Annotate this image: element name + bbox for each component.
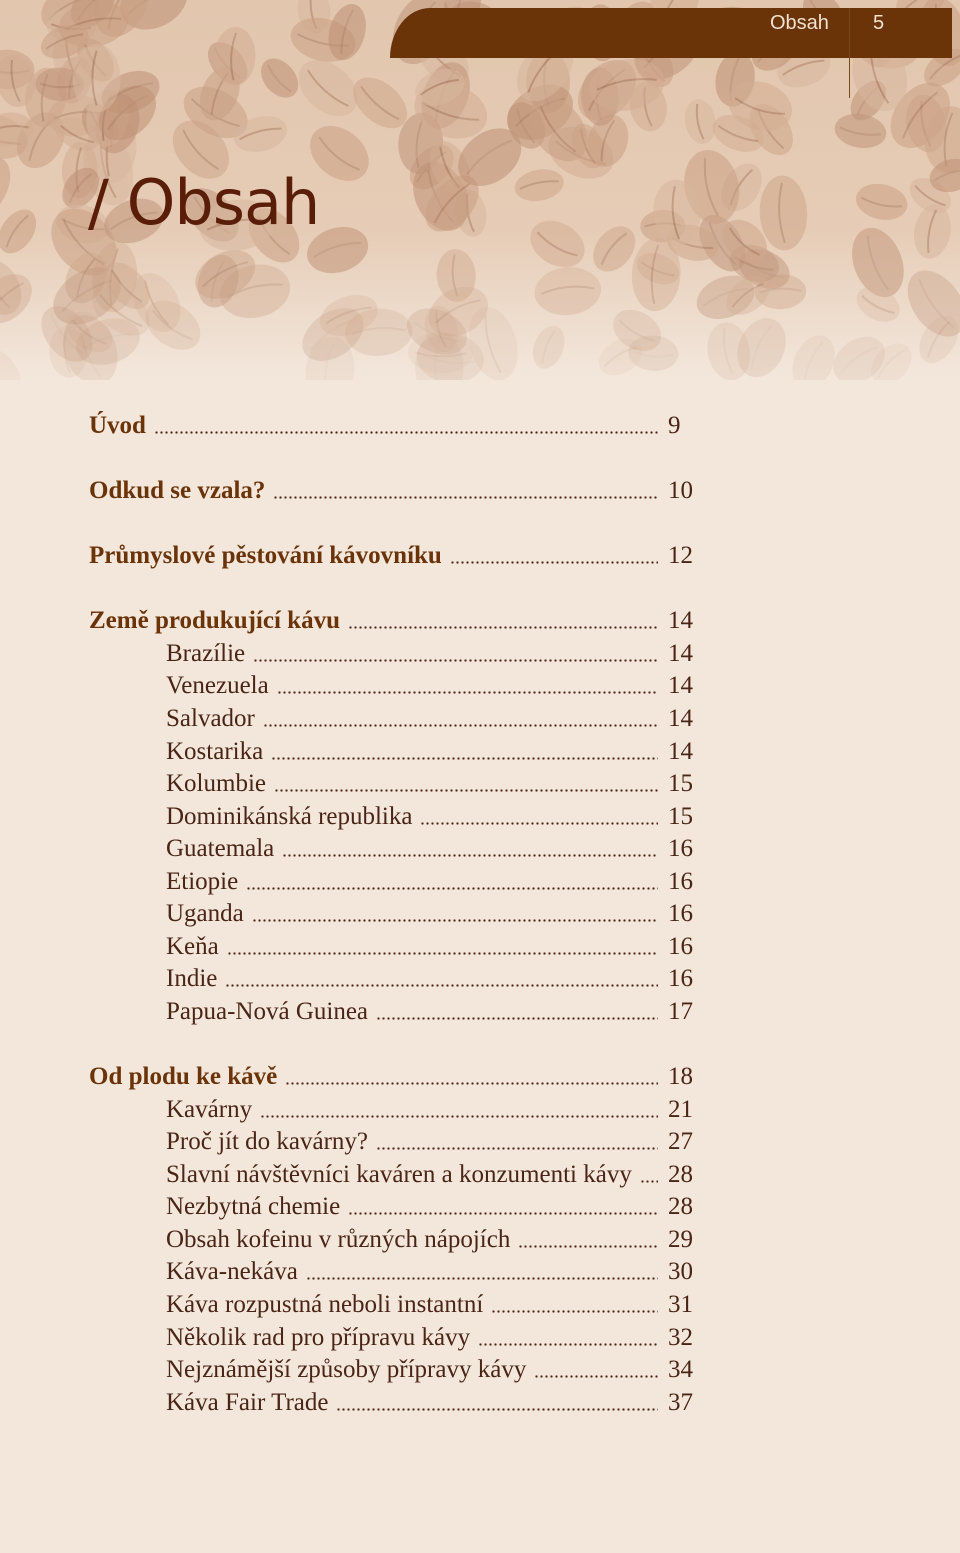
toc-item-leader-dots (260, 1115, 658, 1118)
toc-item (0, 736, 700, 768)
toc-item-leader-dots (336, 1408, 658, 1411)
coffee-bean (0, 335, 31, 380)
toc-item-label: Úvod (89, 412, 146, 439)
toc-item (0, 1061, 700, 1093)
toc-item-page-number: 14 (668, 640, 693, 667)
toc-item (0, 1322, 700, 1354)
toc-item-page-number: 27 (668, 1128, 693, 1155)
coffee-bean (532, 264, 603, 318)
toc-item-page-number: 32 (668, 1324, 693, 1351)
toc-item (0, 410, 700, 442)
toc-item (0, 1354, 700, 1386)
toc-item (0, 898, 700, 930)
toc-item-page-number: 15 (668, 770, 693, 797)
toc-item-page-number: 16 (668, 965, 693, 992)
toc-item-label: Brazílie (166, 640, 246, 667)
toc-item-page-number: 37 (668, 1389, 693, 1416)
page-title: / Obsah (88, 166, 320, 239)
toc-item-label: Kolumbie (166, 770, 266, 797)
toc-item-leader-dots (154, 431, 658, 434)
toc-item-page-number: 12 (668, 542, 693, 569)
toc-item (0, 866, 700, 898)
toc-item-page-number: 28 (668, 1161, 693, 1188)
toc-item (0, 768, 700, 800)
toc-item (0, 1191, 700, 1223)
toc-item (0, 931, 700, 963)
toc-item-label: Venezuela (166, 672, 269, 699)
toc-item-leader-dots (376, 1017, 658, 1020)
coffee-bean (253, 51, 305, 105)
toc-item (0, 1256, 700, 1288)
toc-item-leader-dots (348, 626, 658, 629)
header-divider (849, 8, 850, 98)
toc-item-page-number: 34 (668, 1356, 693, 1383)
toc-item-label: Salvador (166, 705, 255, 732)
toc-item-leader-dots (306, 1277, 658, 1280)
toc-item-page-number: 14 (668, 705, 693, 732)
header-section-title: Obsah (770, 12, 829, 34)
toc-item (0, 1387, 700, 1419)
toc-item-label: Dominikánská republika (166, 803, 413, 830)
coffee-bean (758, 174, 809, 251)
toc-item-leader-dots (252, 919, 658, 922)
toc-item (0, 963, 700, 995)
toc-item-label: Etiopie (166, 868, 239, 895)
coffee-bean (522, 211, 593, 277)
toc-item-leader-dots (274, 789, 658, 792)
toc-item-page-number: 16 (668, 868, 693, 895)
toc-item-label: Obsah kofeinu v různých nápojích (166, 1226, 511, 1253)
toc-item-page-number: 16 (668, 835, 693, 862)
toc-item-label: Odkud se vzala? (89, 477, 266, 504)
toc-item-leader-dots (263, 724, 658, 727)
toc-item-page-number: 10 (668, 477, 693, 504)
toc-item-page-number: 28 (668, 1193, 693, 1220)
toc-item-leader-dots (271, 757, 658, 760)
toc-item-page-number: 14 (668, 672, 693, 699)
toc-item (0, 833, 700, 865)
toc-item-label: Proč jít do kavárny? (166, 1128, 369, 1155)
toc-item (0, 540, 700, 572)
toc-item-label: Keňa (166, 933, 219, 960)
toc-item-leader-dots (640, 1180, 658, 1183)
toc-item (0, 1224, 700, 1256)
toc-item-label: Země produkující kávu (89, 607, 340, 634)
toc-item-page-number: 18 (668, 1063, 693, 1090)
toc-item-leader-dots (518, 1245, 658, 1248)
toc-item-page-number: 9 (668, 412, 681, 439)
toc-item-leader-dots (277, 691, 658, 694)
toc-item-leader-dots (273, 496, 658, 499)
toc-item-page-number: 29 (668, 1226, 693, 1253)
toc-item-label: Slavní návštěvníci kaváren a konzumenti kávy (166, 1161, 632, 1188)
toc-item (0, 1094, 700, 1126)
toc-item-leader-dots (253, 659, 658, 662)
toc-item-page-number: 21 (668, 1096, 693, 1123)
toc-item-leader-dots (282, 854, 658, 857)
coffee-bean (681, 97, 719, 147)
toc-item-leader-dots (348, 1212, 658, 1215)
toc-item-label: Nejznámější způsoby přípravy kávy (166, 1356, 527, 1383)
toc-item (0, 1126, 700, 1158)
toc-item-leader-dots (534, 1375, 658, 1378)
toc-item (0, 638, 700, 670)
toc-item-label: Uganda (166, 900, 244, 927)
toc-item (0, 703, 700, 735)
coffee-bean (910, 201, 955, 261)
toc-item-leader-dots (227, 952, 658, 955)
toc-item (0, 1289, 700, 1321)
coffee-bean (0, 203, 44, 261)
toc-item-label: Káva Fair Trade (166, 1389, 329, 1416)
toc-item-label: Kavárny (166, 1096, 253, 1123)
toc-item-leader-dots (285, 1082, 658, 1085)
toc-item-label: Průmyslové pěstování kávovníku (89, 542, 442, 569)
coffee-bean (527, 321, 570, 373)
coffee-bean (853, 179, 911, 224)
header-bar (390, 8, 952, 58)
toc-item-label: Papua-Nová Guinea (166, 998, 369, 1025)
toc-item-label: Indie (166, 965, 218, 992)
toc-item-label: Káva-nekáva (166, 1258, 298, 1285)
toc-item (0, 605, 700, 637)
toc-item-label: Od plodu ke kávě (89, 1063, 278, 1090)
toc-item-page-number: 17 (668, 998, 693, 1025)
coffee-bean (784, 329, 843, 380)
toc-item-leader-dots (478, 1343, 658, 1346)
header-page-number: 5 (873, 12, 885, 34)
toc-item-leader-dots (225, 984, 658, 987)
toc-item-page-number: 14 (668, 738, 693, 765)
toc-item-leader-dots (450, 561, 658, 564)
toc-item-page-number: 14 (668, 607, 693, 634)
toc-item-leader-dots (246, 887, 658, 890)
toc-item (0, 801, 700, 833)
coffee-bean (832, 110, 889, 152)
toc-item-label: Kostarika (166, 738, 264, 765)
toc-item-page-number: 31 (668, 1291, 693, 1318)
toc-item-page-number: 15 (668, 803, 693, 830)
coffee-bean (73, 44, 121, 113)
toc-item-label: Nezbytná chemie (166, 1193, 341, 1220)
toc-item (0, 475, 700, 507)
toc-item-leader-dots (491, 1310, 658, 1313)
toc-item-label: Guatemala (166, 835, 275, 862)
toc-item-page-number: 16 (668, 933, 693, 960)
coffee-bean (512, 165, 567, 205)
toc-item-page-number: 16 (668, 900, 693, 927)
toc-item-label: Káva rozpustná neboli instantní (166, 1291, 484, 1318)
toc-item-label: Několik rad pro přípravu kávy (166, 1324, 471, 1351)
toc-item (0, 996, 700, 1028)
toc-item-page-number: 30 (668, 1258, 693, 1285)
coffee-bean (0, 151, 18, 219)
toc-item (0, 1159, 700, 1191)
toc-item-leader-dots (420, 822, 658, 825)
toc-item (0, 670, 700, 702)
toc-item-leader-dots (376, 1147, 658, 1150)
